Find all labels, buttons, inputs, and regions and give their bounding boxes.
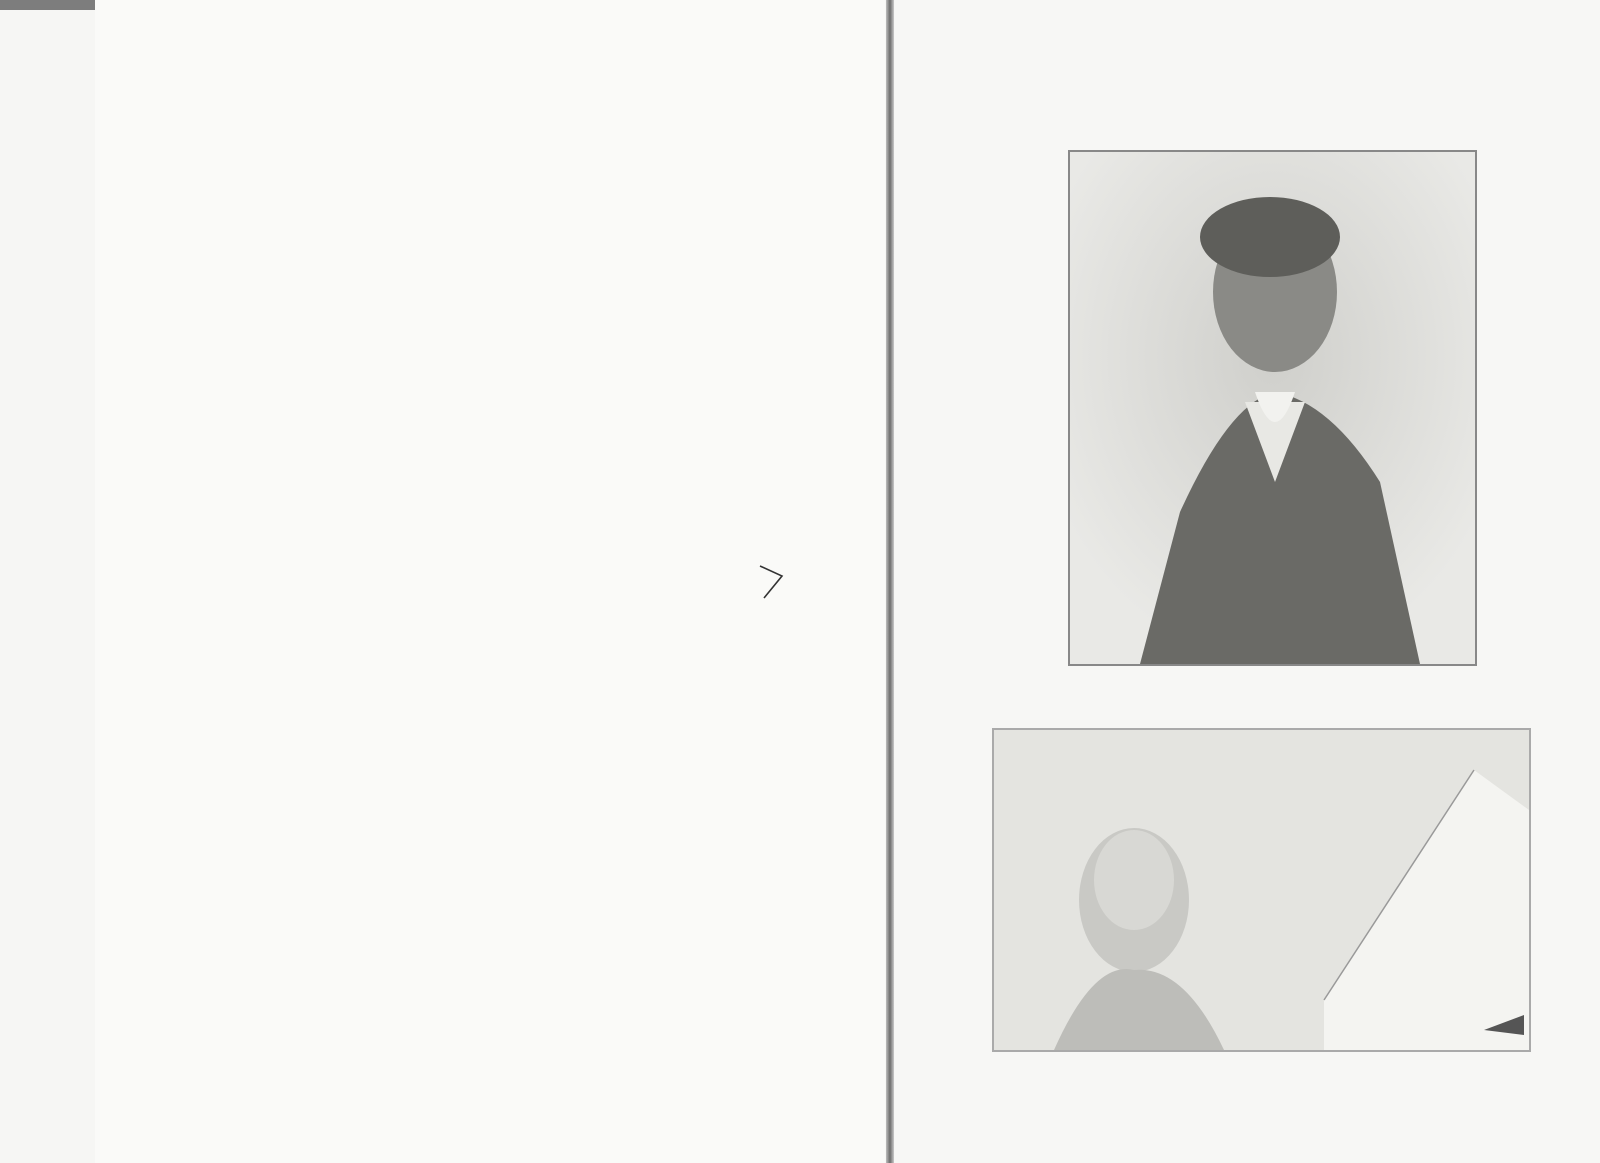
portrait-photo-peter-spangler — [1068, 150, 1477, 666]
book-spine — [886, 0, 894, 1163]
pencil-check-mark — [758, 560, 786, 600]
portrait-photo-catherine-spangler — [992, 728, 1531, 1052]
scan-edge — [0, 0, 95, 10]
